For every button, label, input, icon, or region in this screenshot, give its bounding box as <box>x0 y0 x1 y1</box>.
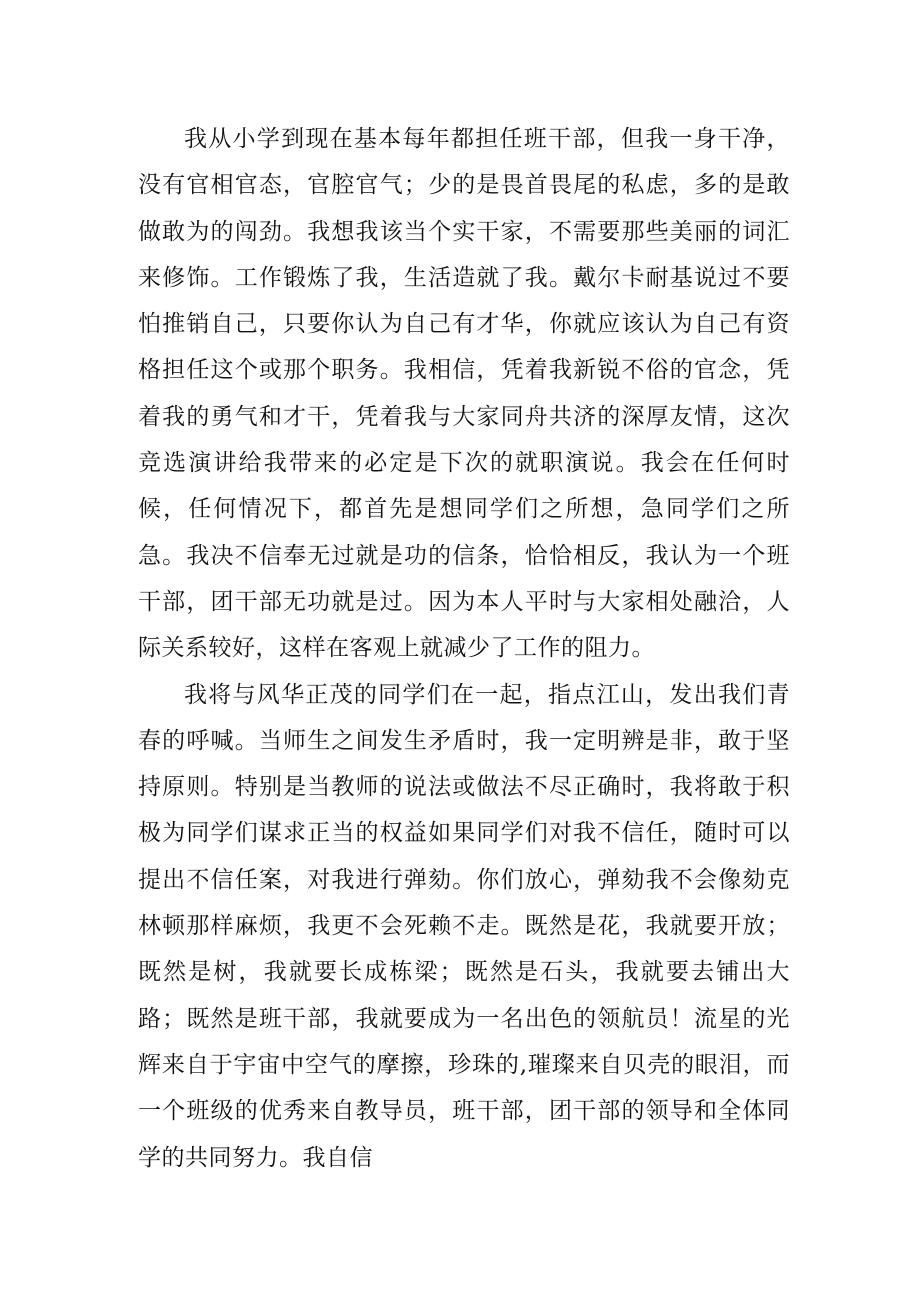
paragraph-1: 我从小学到现在基本每年都担任班干部，但我一身干净，没有官相官态，官腔官气；少的是畏首畏尾的私虑，多的是敢做敢为的闯劲。我想我该当个实干家，不需要那些美丽的词汇来修饰。工作锻炼了我，生活造就了我。戴尔卡耐基说过不要怕推销自己，只要你认为自己有才华，你就应该认为自己有资格担任这个或那个职务。我相信，凭着我新锐不俗的官念，凭着我的勇气和才干，凭着我与大家同舟共济的深厚友情，这次竞选演讲给我带来的必定是下次的就职演说。我会在任何时候，任何情况下，都首先是想同学们之所想，急同学们之所急。我决不信奉无过就是功的信条，恰恰相反，我认为一个班干部，团干部无功就是过。因为本人平时与大家相处融洽，人际关系较好，这样在客观上就减少了工作的阻力。 <box>138 126 790 662</box>
paragraph-2: 我将与风华正茂的同学们在一起，指点江山，发出我们青春的呼喊。当师生之间发生矛盾时，我一定明辨是非，敢于坚持原则。特别是当教师的说法或做法不尽正确时，我将敢于积极为同学们谋求正当的权益如果同学们对我不信任，随时可以提出不信任案，对我进行弹劾。你们放心，弹劾我不会像劾克林顿那样麻烦，我更不会死赖不走。既然是花，我就要开放；既然是树，我就要长成栋梁；既然是石头，我就要去铺出大路；既然是班干部，我就要成为一名出色的领航员！流星的光辉来自于宇宙中空气的摩擦，珍珠的,璀璨来自贝壳的眼泪，而一个班级的优秀来自教导员，班干部，团干部的领导和全体同学的共同努力。我自信 <box>138 681 790 1171</box>
document-body <box>138 116 790 1181</box>
